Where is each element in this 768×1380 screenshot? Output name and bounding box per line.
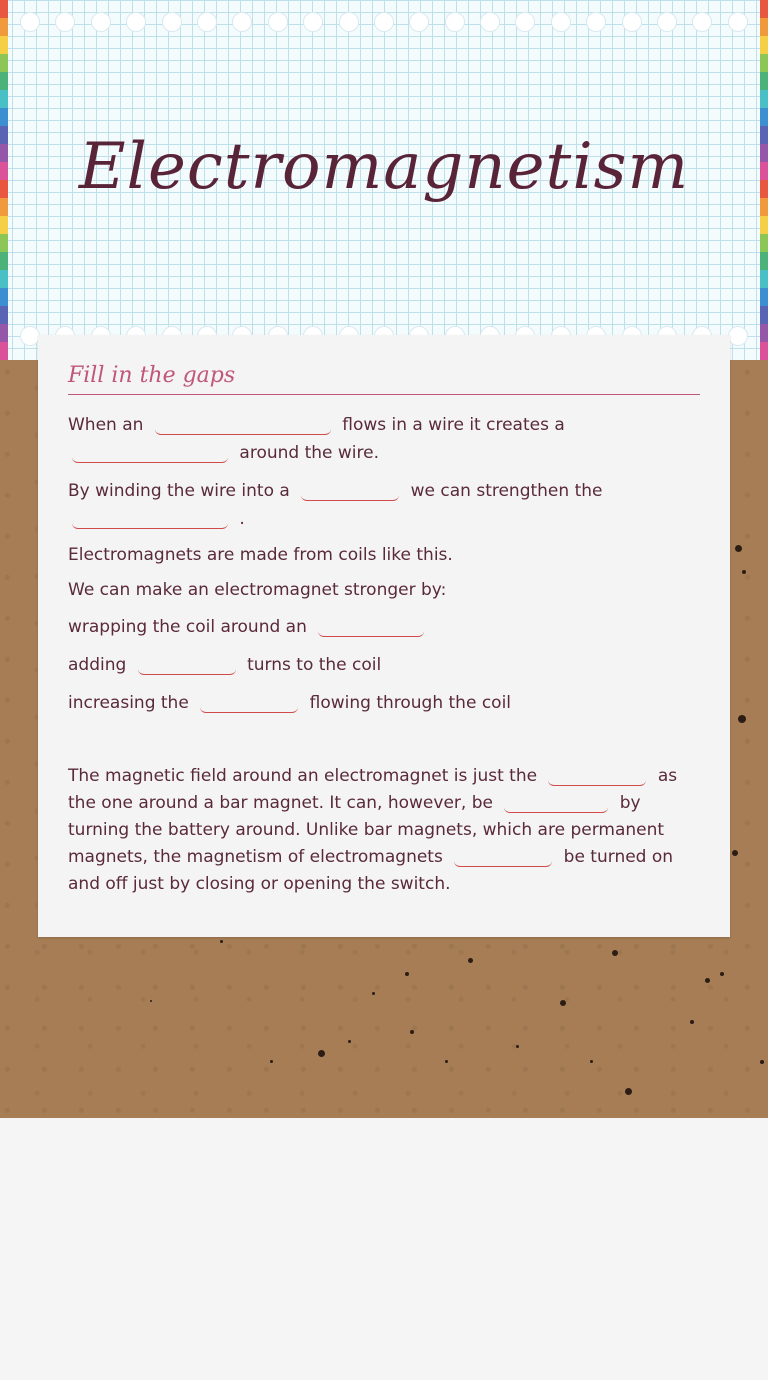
sentence-2 xyxy=(68,480,602,501)
page-title: Electromagnetism xyxy=(78,130,690,204)
list-item-2-text-b: turns to the coil xyxy=(247,655,382,675)
blank-magnetic-field[interactable] xyxy=(72,442,228,463)
list-item-1 xyxy=(68,616,430,637)
paragraph xyxy=(68,763,698,898)
sentence-1-text-b: flows in a wire it creates a xyxy=(342,415,565,435)
blank-iron-core[interactable] xyxy=(318,616,424,637)
paragraph-text-1: The magnetic field around an electromagnet is just the xyxy=(68,766,538,786)
sentence-1-cont xyxy=(68,442,379,463)
list-item-1-text: wrapping the coil around an xyxy=(68,617,307,637)
blank-reversed[interactable] xyxy=(504,794,608,813)
sentence-1-text-a: When an xyxy=(68,415,144,435)
sentence-2-text-c: . xyxy=(239,509,245,529)
list-item-2 xyxy=(68,654,381,675)
blank-current[interactable] xyxy=(155,414,331,435)
header-banner xyxy=(0,0,768,360)
blank-current-2[interactable] xyxy=(200,692,298,713)
paragraph-text-4: be turned on and off just by closing or opening the switch. xyxy=(68,847,674,894)
blank-coil[interactable] xyxy=(301,480,399,501)
sentence-1-text-c: around the wire. xyxy=(239,443,379,463)
blank-same[interactable] xyxy=(548,767,646,786)
list-item-3 xyxy=(68,692,511,713)
section-heading: Fill in the gaps xyxy=(68,363,700,395)
list-item-2-text-a: adding xyxy=(68,655,127,675)
list-item-3-text-a: increasing the xyxy=(68,693,189,713)
sentence-4: We can make an electromagnet stronger by: xyxy=(68,580,447,600)
binder-holes-top xyxy=(20,12,748,32)
blank-more[interactable] xyxy=(138,654,236,675)
sentence-2-cont xyxy=(68,508,245,529)
sentence-1 xyxy=(68,414,565,435)
paragraph-text-2: as the one around a bar magnet. It can, however, be xyxy=(68,766,678,813)
blank-can[interactable] xyxy=(454,848,552,867)
worksheet-card xyxy=(38,335,730,937)
blank-field-strength[interactable] xyxy=(72,508,228,529)
sentence-2-text-b: we can strengthen the xyxy=(410,481,603,501)
list-item-3-text-b: flowing through the coil xyxy=(309,693,512,713)
paragraph-text-3: by turning the battery around. Unlike bar magnets, which are permanent magnets, the magnetism of electromagnets xyxy=(68,793,665,867)
sentence-3: Electromagnets are made from coils like this. xyxy=(68,545,453,565)
sentence-2-text-a: By winding the wire into a xyxy=(68,481,290,501)
